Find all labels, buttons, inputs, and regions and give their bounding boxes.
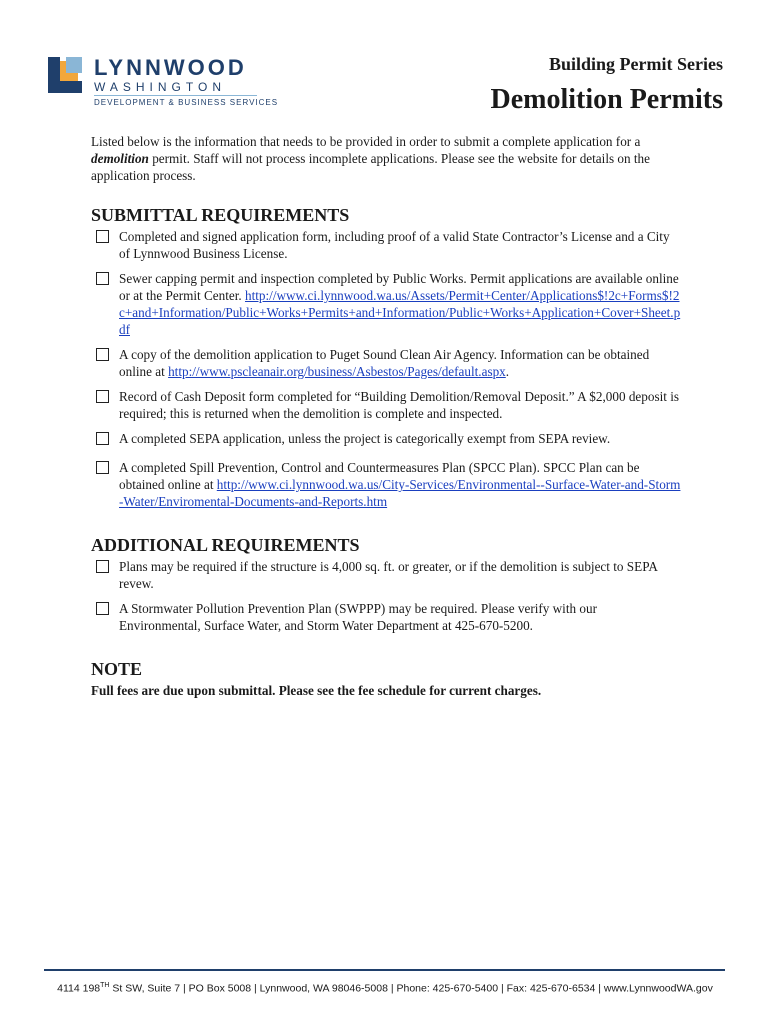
document-body xyxy=(91,133,681,699)
series-title: Building Permit Series xyxy=(549,54,723,74)
logo-mark-icon xyxy=(48,57,82,93)
document-title: Demolition Permits xyxy=(490,84,723,115)
checkbox[interactable] xyxy=(96,432,109,445)
intro-paragraph xyxy=(91,133,681,184)
checkbox[interactable] xyxy=(96,230,109,243)
logo-divider xyxy=(94,95,257,96)
additional-list xyxy=(91,558,681,634)
footer-divider xyxy=(44,969,725,971)
item-text: A completed Spill Prevention, Control and Countermeasures Plan (SPCC Plan). SPCC Plan can be obtained online at xyxy=(119,460,640,492)
sewer-permit-link[interactable]: http://www.ci.lynnwood.wa.us/Assets/Permit+Center/Applications$!2c+Forms$!2c+and+Information/Public+Works+Permits+and+Information/Public+Works+Application+Cover+Sheet.pdf xyxy=(119,288,681,337)
logo-name: LYNNWOOD xyxy=(94,55,247,80)
checklist-item xyxy=(96,558,681,592)
checkbox[interactable] xyxy=(96,348,109,361)
checkbox[interactable] xyxy=(96,461,109,474)
item-text: A copy of the demolition application to Puget Sound Clean Air Agency. Information can be obtained online at xyxy=(119,347,650,379)
checklist-item xyxy=(96,430,681,447)
checkbox[interactable] xyxy=(96,272,109,285)
item-text: Sewer capping permit and inspection completed by Public Works. Permit applications are available online or at the Permit Center. xyxy=(119,271,679,303)
checklist-item xyxy=(96,388,681,422)
checklist-item xyxy=(96,270,681,338)
intro-emphasis: demolition xyxy=(91,151,149,166)
note-text: Full fees are due upon submittal. Please see the fee schedule for current charges. xyxy=(91,683,542,698)
item-text: Completed and signed application form, including proof of a valid State Contractor’s License and a City of Lynnwood Business License. xyxy=(119,229,670,261)
intro-text: Listed below is the information that needs to be provided in order to submit a complete application for a xyxy=(91,134,641,149)
intro-text-end: permit. Staff will not process incomplete applications. Please see the website for details on the application process. xyxy=(91,151,651,183)
checklist-item xyxy=(96,459,681,510)
item-text: A Stormwater Pollution Prevention Plan (SWPPP) may be required. Please verify with our Environmental, Surface Water, and Storm Water Department at 425-670-5200. xyxy=(119,601,597,633)
footer-text: 4114 198 xyxy=(57,982,101,995)
item-text: A completed SEPA application, unless the project is categorically exempt from SEPA review. xyxy=(119,431,611,446)
logo-department: DEVELOPMENT & BUSINESS SERVICES xyxy=(94,98,279,107)
submittal-heading: SUBMITTAL REQUIREMENTS xyxy=(91,205,350,225)
note-heading: NOTE xyxy=(91,659,143,679)
checkbox[interactable] xyxy=(96,560,109,573)
item-text-end: . xyxy=(505,364,510,379)
spcc-plan-link[interactable]: http://www.ci.lynnwood.wa.us/City-Services/Environmental--Surface-Water-and-Storm-Water/Enviromental-Documents-and-Reports.htm xyxy=(119,477,681,509)
additional-heading: ADDITIONAL REQUIREMENTS xyxy=(91,535,360,555)
checklist-item xyxy=(96,346,681,380)
submittal-list xyxy=(91,228,681,510)
footer-text-end: St SW, Suite 7 | PO Box 5008 | Lynnwood, WA 98046-5008 | Phone: 425-670-5400 | Fax: 425-670-6534 | www.LynnwoodWA.gov xyxy=(109,982,713,995)
checkbox[interactable] xyxy=(96,602,109,615)
checkbox[interactable] xyxy=(96,390,109,403)
item-text: Plans may be required if the structure is 4,000 sq. ft. or greater, or if the demolition is subject to SEPA revew. xyxy=(119,559,658,591)
item-text: Record of Cash Deposit form completed for “Building Demolition/Removal Deposit.” A $2,000 deposit is required; this is returned when the demolition is complete and inspected. xyxy=(119,389,680,421)
checklist-item xyxy=(96,228,681,262)
checklist-item xyxy=(96,600,681,634)
logo-subtitle: WASHINGTON xyxy=(94,80,227,94)
footer-superscript: TH xyxy=(100,982,110,989)
lynnwood-logo xyxy=(48,57,278,113)
footer-address xyxy=(0,982,770,995)
pscleanair-link[interactable]: http://www.pscleanair.org/business/Asbestos/Pages/default.aspx xyxy=(168,364,506,379)
